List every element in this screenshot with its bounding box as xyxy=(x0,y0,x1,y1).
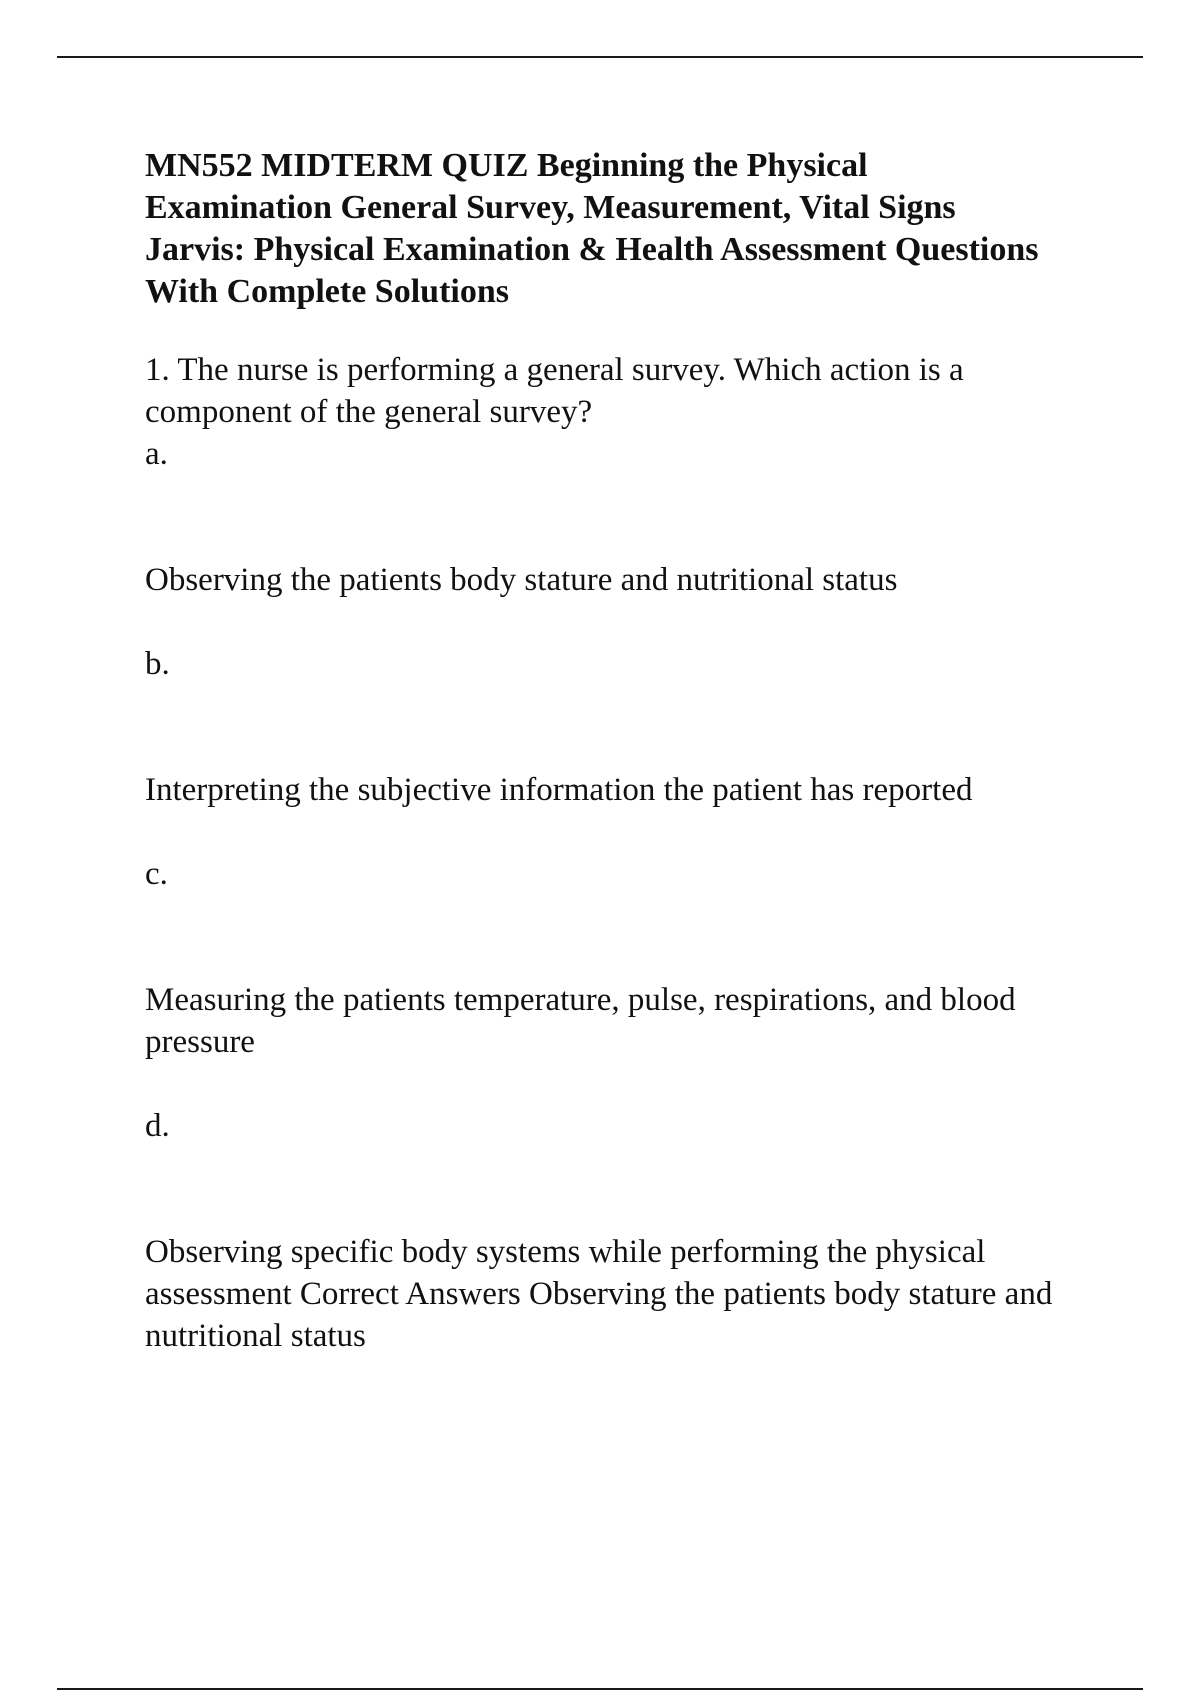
option-letter: b. xyxy=(145,646,170,682)
bottom-divider xyxy=(57,1688,1143,1690)
answer-text: Observing the patients body stature and nutritional status xyxy=(145,1276,1053,1354)
option-letter: a. xyxy=(145,436,168,472)
option-d-with-answer xyxy=(145,1231,1085,1357)
document-title: MN552 MIDTERM QUIZ Beginning the Physical Examination General Survey, Measurement, Vital Signs Jarvis: Physical Examination & Health Assessment Questions With Complete Solutions xyxy=(145,147,1039,310)
option-text: Observing the patients body stature and nutritional status xyxy=(145,562,898,598)
option-letter: c. xyxy=(145,856,168,892)
top-divider xyxy=(57,56,1143,58)
option-text: Observing specific body systems while performing the physical assessment xyxy=(145,1234,986,1312)
option-a xyxy=(145,433,1085,601)
option-text: Interpreting the subjective information the patient has reported xyxy=(145,772,973,808)
answer-label: Correct Answers xyxy=(299,1276,521,1312)
option-text: Measuring the patients temperature, pulse, respirations, and blood pressure xyxy=(145,982,1016,1060)
option-d xyxy=(145,1105,1085,1357)
option-c xyxy=(145,853,1085,1063)
option-letter: d. xyxy=(145,1108,170,1144)
question-text: 1. The nurse is performing a general survey. Which action is a component of the general survey? xyxy=(145,352,964,430)
option-b xyxy=(145,643,1085,811)
document-body xyxy=(145,145,1085,1357)
